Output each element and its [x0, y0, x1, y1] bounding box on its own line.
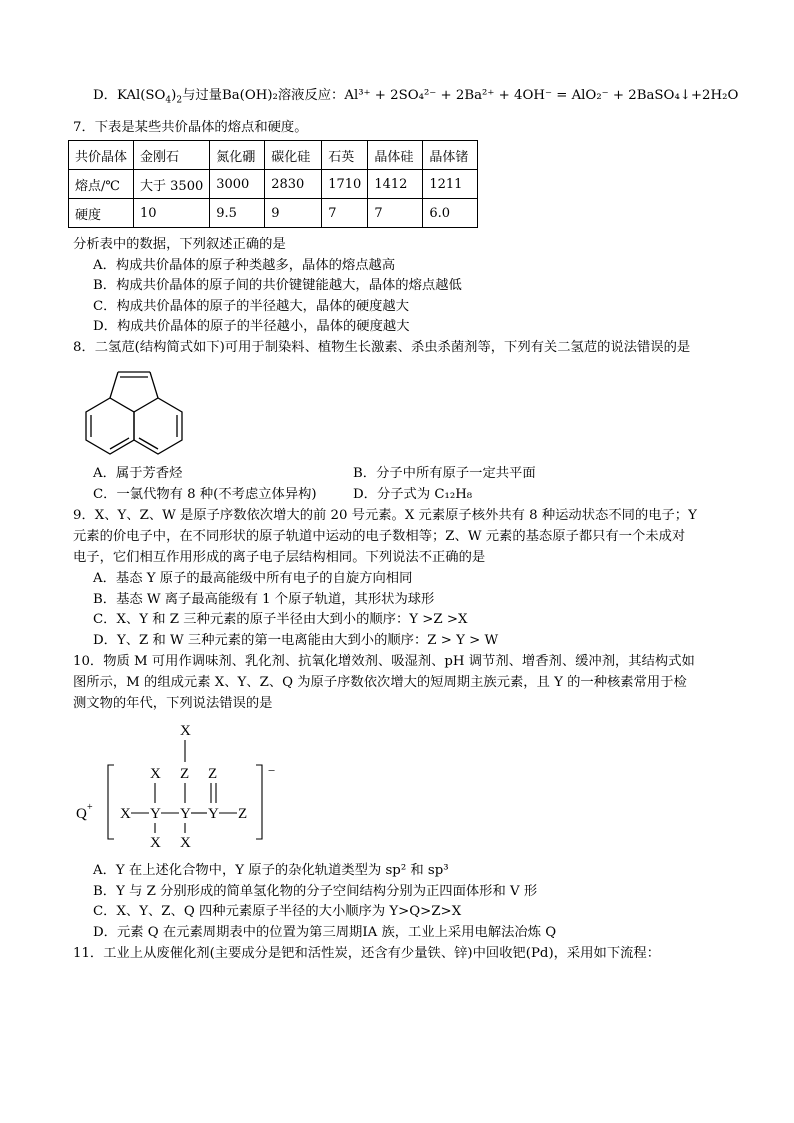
table-cell: 9: [265, 199, 322, 228]
cation-charge: +: [87, 802, 93, 813]
table-cell: 大于 3500: [134, 170, 210, 199]
q10-option-a: A．Y 在上述化合物中，Y 原子的杂化轨道类型为 sp² 和 sp³: [93, 863, 449, 878]
table-cell: 氮化硼: [210, 141, 265, 170]
q9-option-b: B．基态 W 离子最高能级有 1 个原子轨道，其形状为球形: [93, 592, 435, 607]
q6-option-d: D．$KAl(SO_4)_2$与过量Ba(OH)₂溶液反应：Al³⁺ + 2SO₄²⁻ + 2Ba²⁺ + 4OH⁻ = AlO₂⁻ + 2BaSO₄↓+2H₂O: [93, 88, 739, 106]
atom-x-bottom-1: X: [150, 835, 161, 851]
atom-z-right: Z: [238, 806, 248, 822]
q10-stem-line-2: 图所示，M 的组成元素 X、Y、Z、Q 为原子序数依次增大的短周期主族元素，且 Y 的一种核素常用于检: [73, 675, 687, 690]
acenaphthylene-structure-figure: [78, 362, 188, 462]
table-cell: 7: [322, 199, 368, 228]
q6-optd-text: 与过量Ba(OH)₂溶液反应：: [182, 88, 345, 103]
table-row: [69, 141, 478, 170]
atom-x-bottom-2: X: [180, 835, 191, 851]
q9-option-d: D．Y、Z 和 W 三种元素的第一电离能由大到小的顺序：Z > Y > W: [93, 633, 499, 648]
q8-option-c: C．一氯代物有 8 种(不考虑立体异构): [93, 487, 317, 502]
q7-option-b: B．构成共价晶体的原子间的共价键键能越大，晶体的熔点越低: [93, 278, 462, 293]
q9-stem-line-1: 9．X、Y、Z、W 是原子序数依次增大的前 20 号元素。X 元素原子核外共有 8 种运动状态不同的电子；Y: [73, 508, 697, 523]
atom-z-upper-right: Z: [208, 766, 218, 782]
q8-option-d: D．分子式为 C₁₂H₈: [353, 487, 473, 502]
table-row: [69, 199, 478, 228]
q7-option-a: A．构成共价晶体的原子种类越多，晶体的熔点越高: [93, 258, 396, 273]
table-cell: 2830: [265, 170, 322, 199]
table-row: [69, 170, 478, 199]
table-cell: 7: [368, 199, 423, 228]
q8-option-b: B．分子中所有原子一定共平面: [353, 466, 536, 481]
atom-y-2: Y: [180, 806, 191, 822]
q10-option-c: C．X、Y、Z、Q 四种元素原子半径的大小顺序为 Y>Q>Z>X: [93, 904, 462, 919]
table-cell: 9.5: [210, 199, 265, 228]
table-cell: 10: [134, 199, 210, 228]
table-cell: 金刚石: [134, 141, 210, 170]
q9-stem-line-3: 电子，它们相互作用形成的离子电子层结构相同。下列说法不正确的是: [73, 550, 486, 565]
table-cell: 石英: [322, 141, 368, 170]
table-cell: 6.0: [423, 199, 478, 228]
q8-stem: 8．二氢苊(结构简式如下)可用于制染料、植物生长激素、杀虫杀菌剂等，下列有关二氢苊的说法错误的是: [73, 340, 691, 355]
atom-x-upper-left: X: [150, 766, 161, 782]
q7-stem: 7．下表是某些共价晶体的熔点和硬度。: [73, 120, 308, 135]
q6-optd-equation: Al³⁺ + 2SO₄²⁻ + 2Ba²⁺ + 4OH⁻ = AlO₂⁻ + 2BaSO₄↓+2H₂O: [344, 88, 739, 103]
q11-stem: 11．工业上从废催化剂(主要成分是钯和活性炭，还含有少量铁、锌)中回收钯(Pd)，采用如下流程：: [73, 946, 661, 961]
table-cell: 1412: [368, 170, 423, 199]
q9-option-c: C．X、Y 和 Z 三种元素的原子半径由大到小的顺序：Y >Z >X: [93, 612, 468, 627]
q6-optd-prefix: D．KAl(SO: [93, 88, 166, 103]
table-cell: 碳化硅: [265, 141, 322, 170]
q10-option-d: D．元素 Q 在元素周期表中的位置为第三周期ⅠA 族，工业上采用电解法冶炼 Q: [93, 925, 557, 940]
structure-bonds: [108, 740, 262, 839]
q10-option-b: B．Y 与 Z 分别形成的简单氢化物的分子空间结构分别为正四面体形和 V 形: [93, 884, 538, 899]
table-cell: 1710: [322, 170, 368, 199]
table-cell: 熔点/℃: [69, 170, 134, 199]
atom-z-upper-mid: Z: [180, 766, 190, 782]
q10-stem-line-3: 测文物的年代，下列说法错误的是: [73, 696, 273, 711]
table-cell: 1211: [423, 170, 478, 199]
q8-option-a: A．属于芳香烃: [93, 466, 183, 481]
structure-bonds: [86, 372, 182, 454]
q6-optd-mid: ): [171, 88, 177, 103]
cation-symbol: Q: [76, 806, 87, 822]
table-cell: 3000: [210, 170, 265, 199]
q7-option-d: D．构成共价晶体的原子的半径越小，晶体的硬度越大: [93, 319, 410, 334]
anion-charge: −: [268, 763, 276, 778]
atom-y-1: Y: [150, 806, 161, 822]
q7-option-c: C．构成共价晶体的原子的半径越大，晶体的硬度越大: [93, 299, 410, 314]
atom-x-top: X: [180, 723, 191, 739]
q10-stem-line-1: 10．物质 M 可用作调味剂、乳化剂、抗氧化增效剂、吸湿剂、pH 调节剂、增香剂、缓冲剂，其结构式如: [73, 654, 695, 669]
table-cell: 晶体硅: [368, 141, 423, 170]
atom-x-left: X: [120, 806, 131, 822]
table-cell: 晶体锗: [423, 141, 478, 170]
compound-m-structure-figure: [70, 715, 300, 855]
atom-y-3: Y: [208, 806, 219, 822]
q9-stem-line-2: 元素的价电子中，在不同形状的原子轨道中运动的电子数相等；Z、W 元素的基态原子都只有一个未成对: [73, 529, 686, 544]
q7-lead: 分析表中的数据，下列叙述正确的是: [73, 237, 286, 252]
table-cell: 共价晶体: [69, 141, 134, 170]
q9-option-a: A．基态 Y 原子的最高能级中所有电子的自旋方向相同: [93, 571, 413, 586]
q7-table: [68, 140, 478, 228]
table-cell: 硬度: [69, 199, 134, 228]
